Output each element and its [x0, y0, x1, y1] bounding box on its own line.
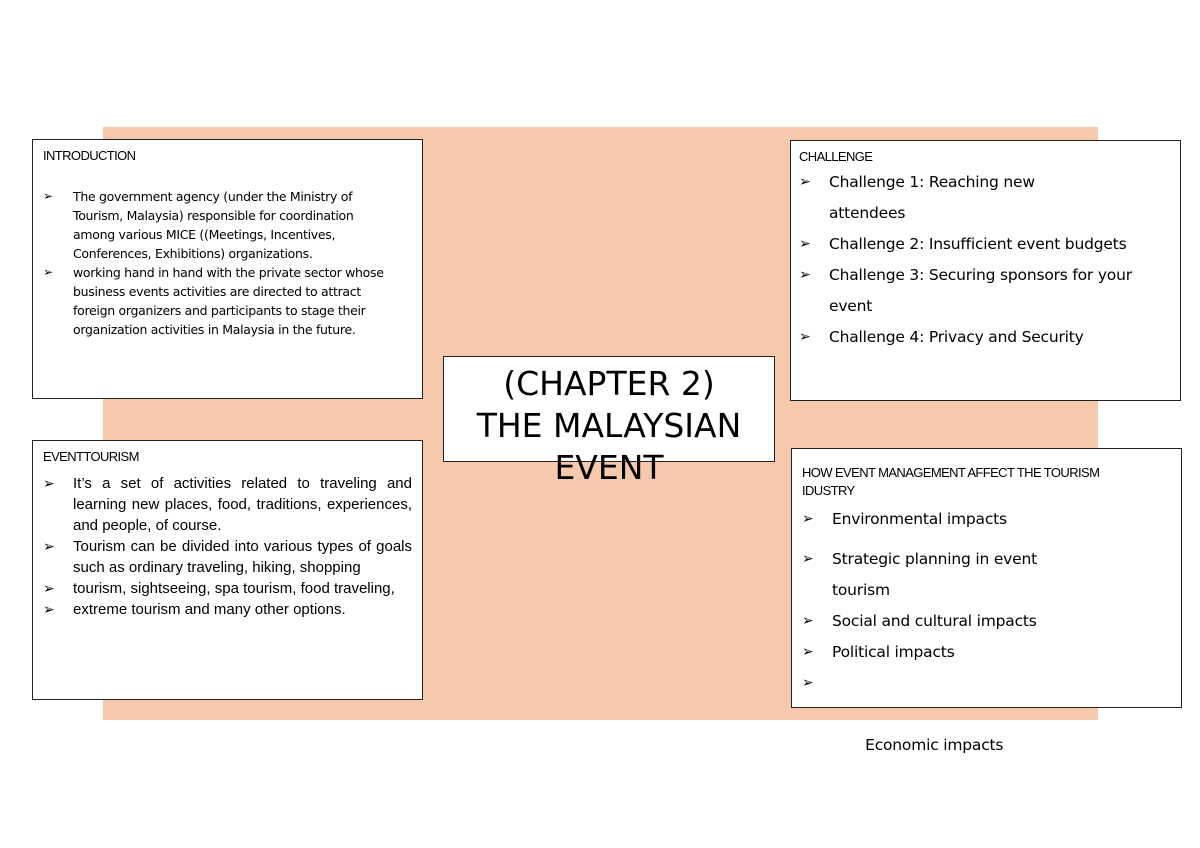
list-item [43, 187, 373, 263]
list-item [43, 263, 393, 339]
event-management-impact-box [791, 448, 1182, 754]
list-item [802, 504, 1171, 535]
arrow-bullet-icon: ➢ [799, 236, 811, 252]
list-item [799, 229, 1170, 260]
arrow-bullet-icon: ➢ [802, 613, 814, 629]
arrow-bullet-icon: ➢ [799, 174, 811, 190]
list-item-text: Tourism can be divided into various types of goals such as ordinary traveling, hiking, shopping [73, 538, 412, 576]
list-item-text: Challenge 1: Reaching new attendees [829, 173, 1035, 222]
arrow-bullet-icon: ➢ [799, 267, 811, 283]
list-item-text: The government agency (under the Ministry of Tourism, Malaysia) responsible for coordination among various MICE ((Meetings, Incentives, Conferences, Exhibitions) organizations. [73, 189, 354, 261]
list-item [43, 536, 412, 578]
chapter-title-line-3: EVENT [554, 448, 664, 487]
list-item [802, 668, 1171, 792]
chapter-title-box [443, 356, 775, 487]
list-item [43, 599, 412, 620]
event-tourism-box [32, 440, 423, 700]
arrow-bullet-icon: ➢ [802, 675, 814, 691]
list-item-text: Strategic planning in event tourism [832, 550, 1037, 599]
list-item-text: Social and cultural impacts [832, 612, 1037, 630]
list-item-text: It’s a set of activities related to traveling and learning new places, food, traditions, experiences, and people, of course. [73, 475, 412, 534]
introduction-box [32, 139, 423, 399]
list-item-text: Challenge 2: Insufficient event budgets [829, 235, 1127, 253]
arrow-bullet-icon: ➢ [802, 644, 814, 660]
list-item [802, 637, 1171, 668]
list-item [43, 473, 412, 536]
event-tourism-list [43, 473, 412, 620]
arrow-bullet-icon: ➢ [43, 265, 53, 279]
arrow-bullet-icon: ➢ [43, 189, 53, 203]
arrow-bullet-icon: ➢ [799, 329, 811, 345]
list-item-text: Economic impacts [860, 736, 1004, 754]
introduction-list [43, 187, 412, 339]
list-item [799, 260, 1169, 322]
list-item [799, 167, 1069, 229]
list-item-text: Political impacts [832, 643, 955, 661]
list-item-text: Challenge 4: Privacy and Security [829, 328, 1084, 346]
arrow-bullet-icon: ➢ [43, 601, 55, 617]
list-item-text: working hand in hand with the private sector whose business events activities are directed to attract foreign organizers and participants to stage their organization activities in Malaysia in the future. [73, 265, 384, 337]
list-item-text: Challenge 3: Securing sponsors for your event [829, 266, 1132, 315]
list-item [43, 578, 412, 599]
chapter-title-line-2: THE MALAYSIAN [476, 406, 742, 445]
impact-list [802, 504, 1171, 792]
arrow-bullet-icon: ➢ [43, 580, 55, 596]
arrow-bullet-icon: ➢ [802, 551, 814, 567]
chapter-title-line-1: (CHAPTER 2) [503, 364, 715, 403]
arrow-bullet-icon: ➢ [802, 511, 814, 527]
list-item [799, 322, 1170, 353]
list-item-text: tourism, sightseeing, spa tourism, food traveling, [73, 580, 395, 597]
list-item-text: Environmental impacts [832, 510, 1007, 528]
list-item [802, 606, 1171, 637]
challenge-list [799, 167, 1170, 353]
challenge-box [790, 140, 1181, 401]
introduction-heading: INTRODUCTION [43, 148, 136, 163]
challenge-heading: CHALLENGE [799, 149, 873, 164]
arrow-bullet-icon: ➢ [43, 538, 55, 554]
impact-heading: HOW EVENT MANAGEMENT AFFECT THE TOURISM IDUSTRY [802, 465, 1100, 498]
arrow-bullet-icon: ➢ [43, 475, 55, 491]
event-tourism-heading: EVENTTOURISM [43, 449, 139, 464]
list-item [802, 544, 1062, 606]
list-item-text: extreme tourism and many other options. [73, 601, 346, 618]
